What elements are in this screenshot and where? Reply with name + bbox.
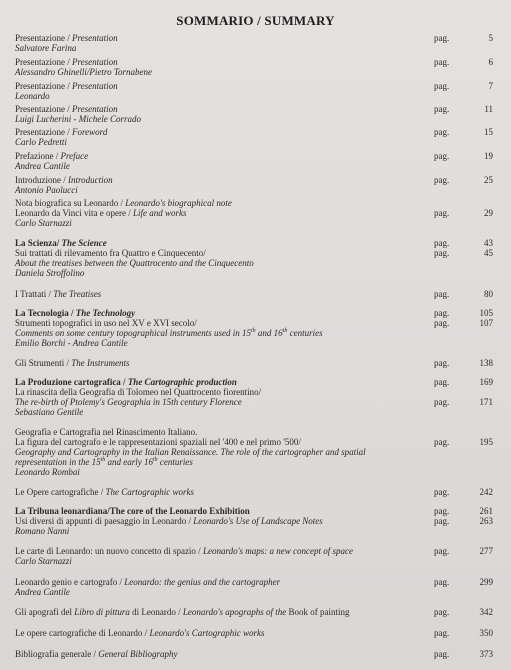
page-number: 169 (479, 377, 493, 387)
pag-label: pag. (434, 607, 450, 617)
toc-text-segment: representation (15, 457, 67, 467)
toc-text-segment: Daniela Stroffolino (15, 268, 85, 278)
toc-entry-text (15, 238, 425, 278)
pag-label: pag. (434, 397, 450, 407)
toc-line (15, 587, 425, 597)
toc-line (15, 185, 425, 195)
pag-label: pag. (434, 308, 450, 318)
toc-line (15, 387, 425, 397)
toc-text-segment: Sui trattati di rilevamento fra Quattro e Cinquecento/ (15, 248, 206, 258)
pag-label: pag. (434, 628, 450, 638)
toc-text-segment: Alessandro Ghinelli/Pietro Tornabene (15, 67, 152, 77)
page-number: 195 (479, 437, 493, 447)
toc-text-segment: Presentation (71, 104, 118, 114)
toc-text-segment: The Instruments (71, 358, 130, 368)
toc-line (15, 577, 425, 587)
toc-text-segment: Libro di pittura (74, 607, 130, 617)
toc-entry-text (15, 577, 425, 597)
toc-line (15, 175, 425, 185)
toc-text-segment: La Tribuna leonardiana/The core of the Leonardo Exhibition (15, 506, 250, 516)
toc-text-segment: Leonardo's maps: a new concept of space (202, 546, 354, 556)
toc-text-segment: Leonardo (15, 91, 50, 101)
toc-text-segment: Usi diversi di appunti di paesaggio in Leonardo / (15, 516, 194, 526)
toc-line (15, 91, 425, 101)
toc-entry-text (15, 57, 425, 77)
page-number: 373 (479, 649, 493, 659)
toc-text-segment: Romano Nanni (15, 526, 70, 536)
toc-text-segment: Presentazione / (15, 127, 72, 137)
toc-line (15, 377, 425, 387)
toc-line (15, 628, 425, 638)
toc-line (15, 67, 425, 77)
toc-text-segment: Carlo Starnazzi (15, 556, 72, 566)
pag-label: pag. (434, 104, 450, 114)
pag-label: pag. (434, 649, 450, 659)
toc-text-segment: in the 15 (66, 457, 101, 467)
toc-line (15, 526, 425, 536)
pag-label: pag. (434, 577, 450, 587)
toc-text-segment: th (250, 328, 256, 334)
toc-text-segment: and early 16 (105, 457, 153, 467)
toc-line (15, 308, 425, 318)
toc-text-segment: centuries (287, 328, 323, 338)
toc-entry-text (15, 487, 425, 497)
page-number: 7 (488, 81, 493, 91)
pag-label: pag. (434, 208, 450, 218)
page-number: 342 (479, 607, 493, 617)
page-number: 45 (484, 248, 493, 258)
toc-text-segment: Leonardo Rombai (15, 467, 80, 477)
toc-line (15, 427, 425, 437)
pag-label: pag. (434, 151, 450, 161)
toc-entry-text (15, 198, 425, 228)
toc-entry-text (15, 308, 425, 348)
toc-text-segment: and 16 (255, 328, 283, 338)
page-number: 80 (484, 289, 493, 299)
toc-text-segment: Le opere cartografiche di Leonardo / (15, 628, 150, 638)
toc-line (15, 467, 425, 477)
toc-line (15, 546, 425, 556)
toc-line (15, 397, 425, 407)
toc-line (15, 57, 425, 67)
pag-label: pag. (434, 377, 450, 387)
page-number: 277 (479, 546, 493, 556)
toc-line (15, 289, 425, 299)
toc-entry-text (15, 33, 425, 53)
toc-text-segment: Presentazione / (15, 33, 72, 43)
toc-entry-text (15, 546, 425, 566)
page-number: 242 (479, 487, 493, 497)
toc-text-segment: Emilio Borchi - Andrea Cantile (15, 338, 128, 348)
toc-line (15, 328, 425, 338)
toc-line (15, 208, 425, 218)
toc-text-segment: The Treatises (53, 289, 102, 299)
toc-text-segment: Presentazione / (15, 104, 72, 114)
toc-line (15, 358, 425, 368)
toc-text-segment: Introduzione / (15, 175, 68, 185)
pag-label: pag. (434, 487, 450, 497)
toc-line (15, 114, 425, 124)
page-number: 107 (479, 318, 493, 328)
toc-text-segment: The Cartographic production (127, 377, 237, 387)
toc-text-segment: The Science (61, 238, 107, 248)
toc-line (15, 516, 425, 526)
toc-text-segment: Preface (60, 151, 89, 161)
toc-text-segment: General Bibliography (98, 649, 178, 659)
page-number: 5 (488, 33, 493, 43)
toc-text-segment: Carlo Pedretti (15, 137, 67, 147)
toc-entry-text (15, 358, 425, 368)
toc-text-segment: Nota biografica su Leonardo / (15, 198, 126, 208)
toc-entry-text (15, 649, 425, 659)
toc-line (15, 81, 425, 91)
toc-entry-text (15, 607, 425, 617)
pag-label: pag. (434, 289, 450, 299)
toc-text-segment: La figura del cartografo e le rappresentazioni spaziali nel '400 e nel primo '500/ (15, 437, 301, 447)
toc-text-segment: Gli Strumenti / (15, 358, 72, 368)
toc-line (15, 457, 425, 467)
toc-line (15, 151, 425, 161)
page-title: SOMMARIO / SUMMARY (176, 13, 335, 28)
toc-entry-text (15, 506, 425, 536)
toc-line (15, 447, 425, 457)
page-number: 299 (479, 577, 493, 587)
pag-label: pag. (434, 437, 450, 447)
toc-text-segment: Book of painting (288, 607, 350, 617)
pag-label: pag. (434, 57, 450, 67)
page-number: 105 (479, 308, 493, 318)
toc-text-segment: Leonardo da Vinci vita e opere / (15, 208, 133, 218)
toc-text-segment: Andrea Cantile (15, 161, 70, 171)
toc-text-segment: Le Opere cartografiche / (15, 487, 106, 497)
toc-text-segment: Presentazione / (15, 81, 72, 91)
pag-label: pag. (434, 81, 450, 91)
toc-text-segment: Presentation (71, 81, 118, 91)
pag-label: pag. (434, 33, 450, 43)
toc-text-segment: Geography and Cartography in the Italian Renaissance. The role of the cartographer and spatial (15, 447, 366, 457)
toc-line (15, 248, 425, 258)
toc-text-segment: Salvatore Farina (15, 43, 77, 53)
toc-text-segment: Bibliografia generale / (15, 649, 99, 659)
toc-line (15, 258, 425, 268)
toc-text-segment: Geografia e Cartografia nel Rinascimento Italiano. (15, 427, 198, 437)
toc-line (15, 198, 425, 208)
page-number: 43 (484, 238, 493, 248)
toc-text-segment: The re-birth of Ptolemy's Geographia in 15th century Florence (15, 397, 242, 407)
page-number: 171 (479, 397, 493, 407)
toc-text-segment: Leonardo's apographs of the (182, 607, 289, 617)
toc-line (15, 218, 425, 228)
toc-text-segment: Leonardo's biographical note (125, 198, 232, 208)
pag-label: pag. (434, 127, 450, 137)
toc-text-segment: th (282, 328, 288, 334)
toc-line (15, 33, 425, 43)
page-number: 19 (484, 151, 493, 161)
pag-label: pag. (434, 516, 450, 526)
toc-text-segment: Gli apografi del (15, 607, 75, 617)
toc-entry-text (15, 104, 425, 124)
toc-text-segment: th (153, 457, 158, 463)
toc-line (15, 137, 425, 147)
toc-text-segment: Leonardo's Cartographic works (149, 628, 265, 638)
toc-line (15, 43, 425, 53)
toc-line (15, 506, 425, 516)
toc-text-segment: centuries (157, 457, 193, 467)
pag-label: pag. (434, 175, 450, 185)
toc-text-segment: Luigi Lucherini - Michele Corrado (15, 114, 141, 124)
pag-label: pag. (434, 318, 450, 328)
toc-line (15, 649, 425, 659)
toc-line (15, 556, 425, 566)
toc-line (15, 161, 425, 171)
toc-line (15, 318, 425, 328)
pag-label: pag. (434, 248, 450, 258)
pag-label: pag. (434, 506, 450, 516)
toc-text-segment: Leonardo's Use of Landscape Notes (193, 516, 323, 526)
toc-text-segment: Prefazione / (15, 151, 61, 161)
toc-text-segment: About the treatises between the Quattrocento and the Cinquecento (15, 258, 254, 268)
toc-line (15, 607, 425, 617)
toc-text-segment: Leonardo: the genius and the cartographer (124, 577, 281, 587)
page-number: 263 (479, 516, 493, 526)
toc-entry-text (15, 628, 425, 638)
toc-text-segment: th (100, 457, 106, 463)
toc-text-segment: Introduction (68, 175, 113, 185)
page-number: 138 (479, 358, 493, 368)
page-number: 25 (484, 175, 493, 185)
toc-entry-text (15, 151, 425, 171)
page-number: 261 (479, 506, 493, 516)
toc-text-segment: La rinascita della Geografia di Tolomeo nel Quattrocento fiorentino/ (15, 387, 262, 397)
toc-text-segment: Antonio Paolucci (15, 185, 78, 195)
toc-line (15, 407, 425, 417)
toc-line (15, 238, 425, 248)
toc-text-segment: La Scienza/ (15, 238, 62, 248)
page-number: 29 (484, 208, 493, 218)
toc-text-segment: The Technology (75, 308, 136, 318)
toc-text-segment: The Cartographic works (105, 487, 194, 497)
pag-label: pag. (434, 238, 450, 248)
toc-text-segment: Sebastiano Gentile (15, 407, 84, 417)
toc-line (15, 338, 425, 348)
toc-entry-text (15, 127, 425, 147)
toc-line (15, 487, 425, 497)
toc-text-segment: Presentation (71, 33, 118, 43)
toc-text-segment: di Leonardo / (129, 607, 183, 617)
toc-line (15, 104, 425, 114)
toc-entry-text (15, 175, 425, 195)
page-number: 11 (484, 104, 493, 114)
toc-entry-text (15, 289, 425, 299)
toc-text-segment: I Trattati / (15, 289, 54, 299)
toc-entry-text (15, 377, 425, 417)
toc-text-segment: Le carte di Leonardo: un nuovo concetto di spazio / (15, 546, 203, 556)
toc-text-segment: Carlo Starnazzi (15, 218, 72, 228)
toc-text-segment: Comments on some century topographical instruments used in 15 (15, 328, 251, 338)
pag-label: pag. (434, 546, 450, 556)
toc-entry-text (15, 81, 425, 101)
toc-text-segment: Strumenti topografici in uso nel XV e XVI secolo/ (15, 318, 197, 328)
page-number: 350 (479, 628, 493, 638)
toc-text-segment: Presentazione / (15, 57, 72, 67)
toc-line (15, 127, 425, 137)
toc-line (15, 437, 425, 447)
toc-entry-text (15, 427, 425, 477)
toc-text-segment: Andrea Cantile (15, 587, 70, 597)
toc-text-segment: Life and works (133, 208, 187, 218)
toc-text-segment: La Tecnologia / (15, 308, 76, 318)
toc-text-segment: Foreword (71, 127, 108, 137)
page-number: 6 (488, 57, 493, 67)
toc-text-segment: Leonardo genio e cartografo / (15, 577, 125, 587)
toc-text-segment: La Produzione cartografica / (15, 377, 128, 387)
page-number: 15 (484, 127, 493, 137)
pag-label: pag. (434, 358, 450, 368)
toc-text-segment: Presentation (71, 57, 118, 67)
toc-line (15, 268, 425, 278)
